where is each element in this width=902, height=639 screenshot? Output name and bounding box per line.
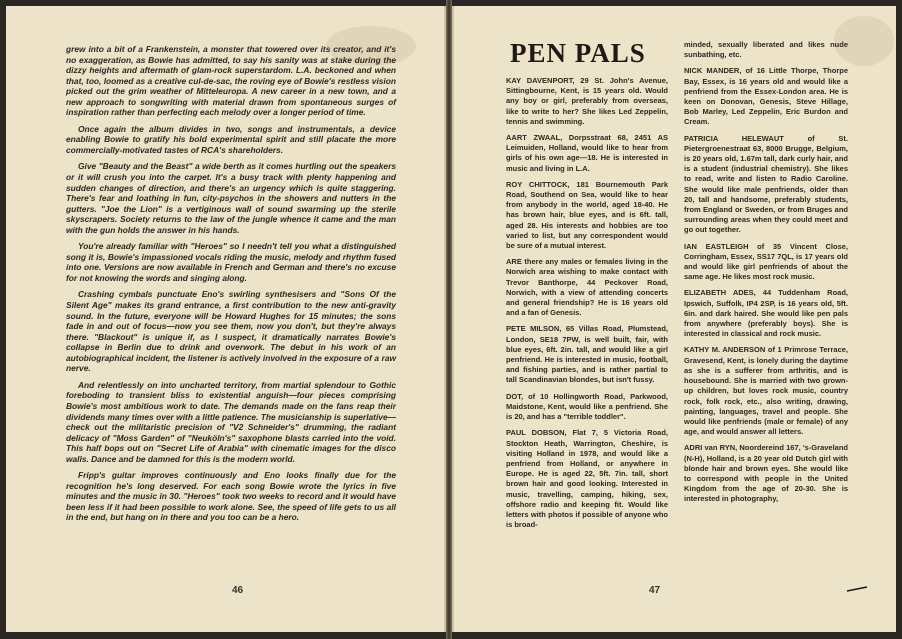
pen-pal-entry: ROY CHITTOCK, 181 Bournemouth Park Road, Southend on Sea, would like to hear from anybody in the world, aged 18-40. He has brown hair, blue eyes, and is 6ft. tall, aged 28. His interests and hobbies are too varied to list, but any correspondent would be sure of a mutual interest. [506,179,668,251]
pen-pal-entry: AART ZWAAL, Dorpsstraat 68, 2451 AS Leimuiden, Holland, would like to hear from girls of his own age—18. He is interested in music and living in L.A. [506,133,668,173]
article-paragraph: Crashing cymbals punctuate Eno's swirling synthesisers and "Sons Of the Silent Age" makes its grand entrance, a first contribution to the new anti-gravity sound. In the future, everyone will be Howard Hughes for 15 minutes; the sons fade in and out of focus—now you see them, now you don't, but they're always there. "Blackout" is unique if, as I suspect, it dramatically narrates Bowie's collapse in Berlin due to drink and overwork. The debut in his work of an autobiographical incident, the listener is actively involved in the exposure of a raw nerve. [66,289,396,374]
article-paragraph: grew into a bit of a Frankenstein, a monster that towered over its creator, and it's no exaggeration, as Bowie has admitted, to say his sanity was at stake during the dizzy heights and aftermath of glam-rock superstardom. L.A. beckoned and when that, too, loomed as a creative cul-de-sac, the roving eye of Bowie's restless vision picked out the grim weather of Mitteleuropa. A new career in a new town, and a new approach to songwriting with material drawn from spontaneous surges of inspiration rather than perfecting each melody over a longer period of time. [66,44,396,118]
article-paragraph: You're already familiar with "Heroes" so I needn't tell you what a distinguished song it is, Bowie's impassioned vocals riding the music, melody and rhythm fused into one. Versions are now available in French and German and there's no excuse for not knowing the words and singing along. [66,241,396,283]
article-paragraph: Give "Beauty and the Beast" a wide berth as it comes hurtling out the speakers or it will crush you into the carpet. It's a busy track with plenty happening and sudden changes of direction, and there's an urgency which is quite staggering. There's fear and loathing in fun, city-psychos in the showers and nutters in the gutters. "Joe the Lion" is a vertiginous wall of sound swarming up the sterile skyscrapers. Society returns to the law of the jungle whence it came and the man with the gun holds the answer in his hands. [66,161,396,235]
page-number: 47 [649,585,661,596]
page-title: PEN PALS [510,38,646,68]
pen-pal-entry: KAY DAVENPORT, 29 St. John's Avenue, Sittingbourne, Kent, is 15 years old. Would any boy or girl, preferably from overseas, like to write to her? She likes Led Zeppelin, tennis and swimming. [506,76,668,126]
article-paragraph: Fripp's guitar improves continuously and Eno looks finally due for the recognition he's long deserved. For each song Bowie wrote the lyrics in five minutes and the music in 30. "Heroes" took two weeks to record and it would have been less if it had been possible to work alone. See, the speed of life gets to us all in the end, but hang on in there and you too can be a hero. [66,470,396,523]
pen-pal-entry: KATHY M. ANDERSON of 1 Primrose Terrace, Gravesend, Kent, is lonely during the daytime as she is a sufferer from arthritis, and is housebound. She is married with two grown-up children, but loves rock music, country rock, folk rock, etc., also writing, drawing, painting, languages, travel and people. She would like penfriends (male or female) of any age, and would answer all letters. [684,345,848,437]
pen-pal-entry: IAN EASTLEIGH of 35 Vincent Close, Corringham, Essex, SS17 7QL, is 17 years old and would like girl penfriends of about the same age. He likes most rock music. [684,241,848,282]
pen-mark-icon [846,586,868,592]
pen-pals-column-1 [506,76,668,536]
article-column [66,44,396,529]
pen-pal-entry: ADRI van RYN, Noordereind 167, 's-Graveland (N-H), Holland, is a 20 year old Dutch girl with blonde hair and brown eyes. She would like to correspond with people in the United Kingdom from the age of 20-30. She is interested in photography, [684,443,848,504]
article-paragraph: Once again the album divides in two, songs and instrumentals, a device enabling Bowie to gratify his bold experimental spirit and still placate the more commercially-motivated tastes of RCA's shareholders. [66,123,396,155]
pen-pal-entry: NICK MANDER, of 16 Little Thorpe, Thorpe Bay, Essex, is 16 years old and would like a penfriend from the Essex-London area. He is keen on Donovan, Genesis, Steve Hillage, Bob Marley, Led Zeppelin, Eric Burdon and Cream. [684,66,848,127]
right-page [452,6,896,632]
pen-pal-entry: minded, sexually liberated and likes nude sunbathing, etc. [684,40,848,60]
left-page [6,6,446,632]
pen-pal-entry: ELIZABETH ADES, 44 Tuddenham Road, Ipswich, Suffolk, IP4 2SP, is 16 years old, 5ft. 6in. and dark haired. She would like pen pals from anywhere (preferably boys). She is interested in classical and rock music. [684,288,848,339]
pen-pal-entry: PATRICIA HELEWAUT of St. Pietergroenestraat 63, 8000 Brugge, Belgium, is 20 years old, 1.67m tall, dark curly hair, and is a student (industrial chemistry). She likes to read, write and listen to Radio Caroline. She would like male penfriends, older than 20, tall and handsome, preferably students, from England or Sweden, or from Bruges and surrounding areas when they could meet and go out together. [684,133,848,235]
pen-pal-entry: PAUL DOBSON, Flat 7, 5 Victoria Road, Stockton Heath, Warrington, Cheshire, is visiting Holland in 1978, and would like a penfriend from Holland, or anywhere in Europe. He is aged 22, 5ft. 7in. tall, short brown hair and good looking. Interested in music, travelling, camping, hiking, sex, offshore radio and keeping fit. Would like letters with photos if possible of anyone who is broad- [506,428,668,530]
pen-pal-entry: ARE there any males or females living in the Norwich area wishing to make contact with Trevor Banthorpe, 44 Peckover Road, Norwich, with a view of attending concerts and general friendship? He is 16 years old and a fan of Genesis. [506,257,668,318]
article-paragraph: And relentlessly on into uncharted territory, from martial splendour to Gothic foreboding to transient bliss to existential anguish—four pieces comprising Bowie's most ambitious work to date. The demands made on the fans reap their dividends many times over with a little patience. The musicianship is superlative—check out the militaristic precision of "V2 Schneider's" drumming, the radiant delicacy of "Moss Garden" of "Neuköln's" saxophone blasts carried into the void. This half bops out on "Secret Life of Arabia" with cinematic images for the disco walls. Dance and be damned for this is the modern world. [66,379,396,464]
pen-pals-column-2 [684,40,848,511]
page-number: 46 [232,585,244,596]
pen-pal-entry: PETE MILSON, 65 Villas Road, Plumstead, London, SE18 7PW, is well built, fair, with blue eyes, 6ft. 2in. tall, and would like a girl penfriend. He is interested in music, football, and fishing parties, and is rather partial to tall Scandinavian blondes, but isn't fussy. [506,324,668,385]
pen-pal-entry: DOT, of 10 Hollingworth Road, Parkwood, Maidstone, Kent, would like a penfriend. She is 20, and has a "terrible toddler". [506,391,668,422]
